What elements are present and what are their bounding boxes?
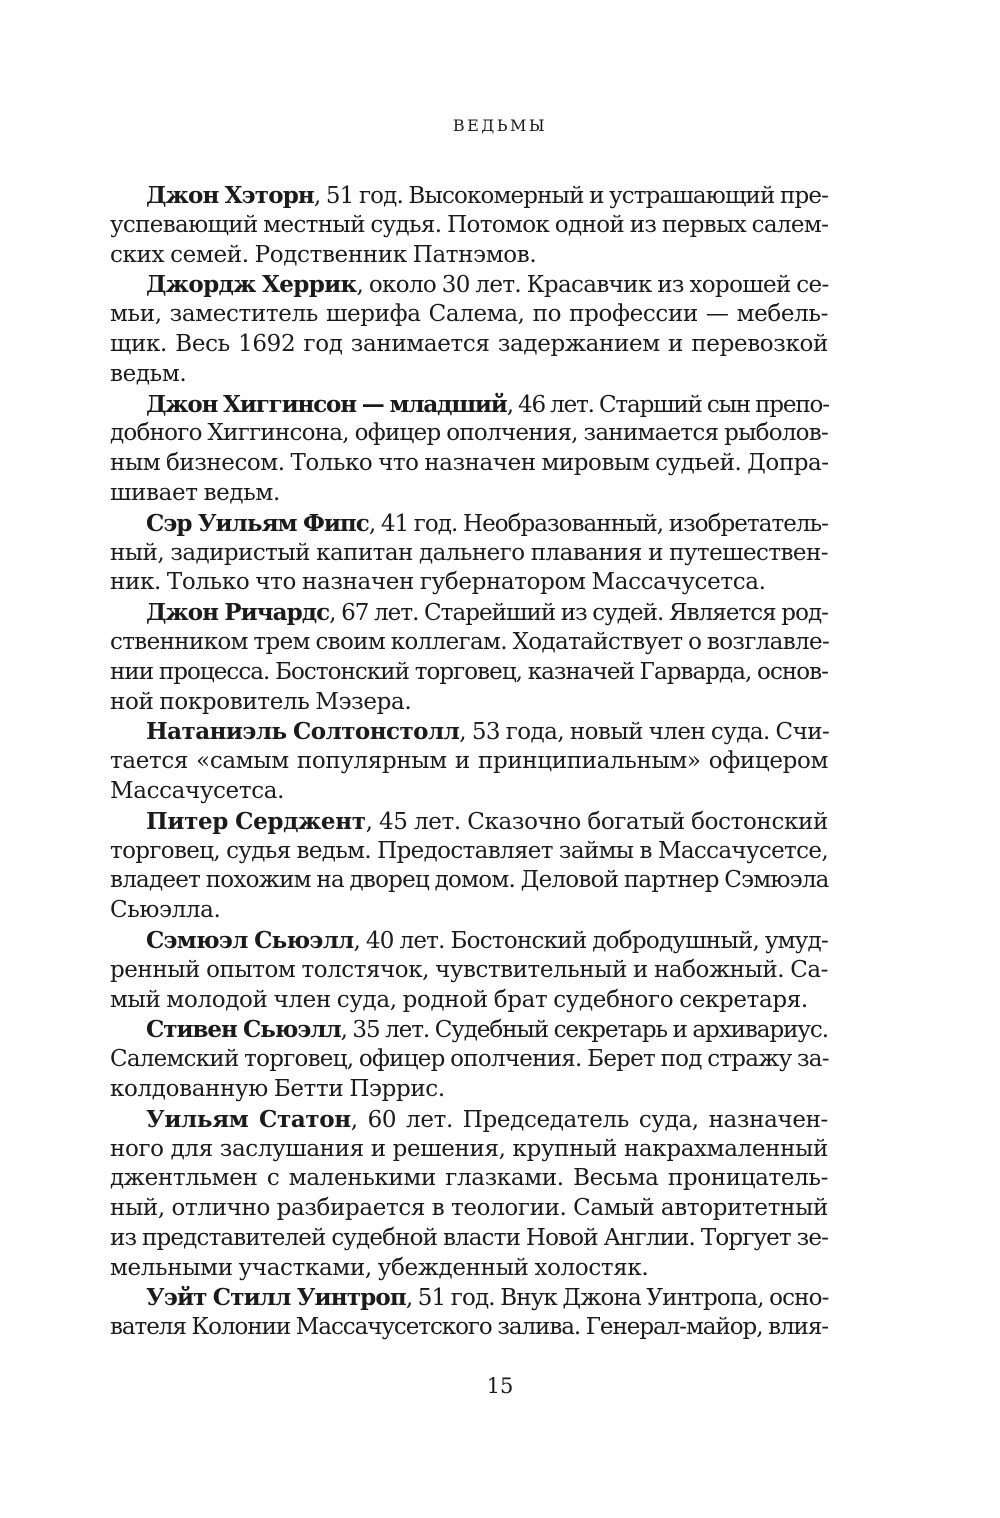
entry-line	[110, 390, 828, 420]
entry-line	[110, 926, 828, 956]
entry-text: , 35 лет. Судебный секретарь и архивариус.	[340, 1017, 828, 1044]
entry-name: Джон Ричардс	[146, 599, 330, 627]
entry-line: Массачусетса.	[110, 777, 285, 804]
entry-name: Джордж Херрик	[146, 271, 357, 299]
entry-line: ной покровитель Мэзера.	[110, 688, 412, 715]
entry-line: мый молодой член суда, родной брат судебного секретаря.	[110, 986, 808, 1013]
entry-line	[110, 1283, 828, 1313]
entry-line: ного для заслушания и решения, крупный накрахмаленный	[110, 1135, 828, 1162]
entry-name: Натаниэль Солтонстолл	[146, 718, 460, 746]
entry-line: щик. Весь 1692 год занимается задержанием и перевозкой	[110, 330, 828, 357]
entry-line: добного Хиггинсона, офицер ополчения, занимается рыболов-	[110, 420, 828, 447]
entry-line: ственником трем своим коллегам. Ходатайствует о возглавле-	[110, 628, 830, 655]
entry-name: Джон Хиггинсон — младший	[146, 390, 507, 418]
entry-text: , 45 лет. Сказочно богатый бостонский	[365, 808, 828, 835]
entry-line: торговец, судья ведьм. Предоставляет займы в Массачусетсе,	[110, 837, 828, 864]
entry-line: шивает ведьм.	[110, 479, 280, 506]
entry-line: мельными участками, убежденный холостяк.	[110, 1254, 649, 1281]
entry-name: Сэр Уильям Фипс	[146, 509, 369, 537]
entry-line: Салемский торговец, офицер ополчения. Берет под стражу за-	[110, 1046, 829, 1073]
entry-text: , 51 год. Высокомерный и устрашающий пре-	[313, 183, 829, 209]
entry-text: , 60 лет. Председатель суда, назначен-	[350, 1106, 828, 1133]
entry-text: , 46 лет. Старший сын препо-	[506, 391, 829, 418]
entry-line: ным бизнесом. Только что назначен мировым судьей. Допра-	[110, 450, 829, 477]
entry-text: , 40 лет. Бостонский добродушный, умуд-	[353, 927, 828, 954]
entry-line: из представителей судебной власти Новой Англии. Торгует зе-	[110, 1224, 828, 1251]
entry-name: Джон Хэторн	[146, 182, 314, 209]
entry-line	[110, 717, 828, 747]
entry-text: , около 30 лет. Красавчик из хорошей се-	[356, 272, 829, 299]
entry-line: ских семей. Родственник Патнэмов.	[110, 241, 537, 268]
entry-line: ведьм.	[110, 360, 187, 387]
entry-name: Уильям Статон	[146, 1105, 351, 1133]
entry-line	[110, 1015, 828, 1045]
entry-line: вателя Колонии Массачусетского залива. Генерал-майор, влия-	[110, 1314, 828, 1341]
entry-line	[110, 509, 828, 539]
running-head: ВЕДЬМЫ	[452, 116, 548, 135]
entry-line: ник. Только что назначен губернатором Массачусетса.	[110, 569, 766, 596]
entry-line: ный, отлично разбирается в теологии. Самый авторитетный	[110, 1195, 828, 1222]
entry-line	[110, 181, 828, 211]
entry-name: Стивен Сьюэлл	[146, 1016, 341, 1044]
entry-name: Сэмюэл Сьюэлл	[146, 926, 354, 954]
entry-line	[110, 1105, 828, 1135]
entry-line: мьи, заместитель шерифа Салема, по профессии — мебель-	[110, 301, 828, 328]
entry-line	[110, 807, 828, 837]
page-number: 15	[486, 1374, 514, 1398]
entry-line: успевающий местный судья. Потомок одной из первых салем-	[110, 211, 829, 238]
entry-line: владеет похожим на дворец домом. Деловой партнер Сэмюэла	[110, 867, 829, 894]
entry-line: ный, задиристый капитан дальнего плавания и путешествен-	[110, 539, 828, 566]
entry-name: Уэйт Стилл Уинтроп	[146, 1284, 406, 1312]
entry-text: , 53 года, новый член суда. Счи-	[459, 719, 830, 746]
entry-line: нии процесса. Бостонский торговец, казначей Гарварда, основ-	[110, 658, 828, 685]
entry-line: Сьюэлла.	[110, 897, 221, 924]
entry-line	[110, 270, 828, 300]
entry-line: тается «самым популярным и принципиальным» офицером	[110, 748, 828, 775]
entry-line: колдованную Бетти Пэррис.	[110, 1075, 445, 1102]
entry-line: ренный опытом толстячок, чувствительный и набожный. Са-	[110, 956, 828, 983]
text-block	[110, 181, 828, 1343]
entry-text: , 51 год. Внук Джона Уинтропа, осно-	[405, 1285, 829, 1312]
entry-line: джентльмен с маленькими глазками. Весьма проницатель-	[110, 1165, 828, 1192]
entry-text: , 67 лет. Старейший из судей. Является род-	[329, 600, 829, 627]
entry-name: Питер Серджент	[146, 807, 366, 835]
entry-text: , 41 год. Необразованный, изобретатель-	[368, 510, 828, 537]
entry-line	[110, 598, 828, 628]
